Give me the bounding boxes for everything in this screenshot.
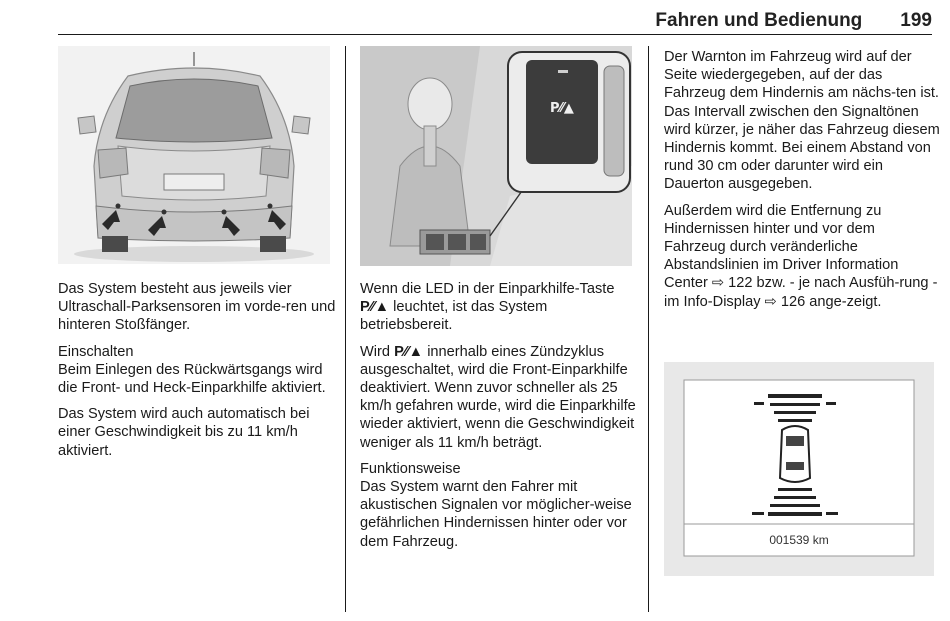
- subheading-einschalten: Einschalten: [58, 343, 134, 360]
- paragraph: Das System wird auch automatisch bei einer Geschwindigkeit bis zu 11 km/h aktiviert.: [58, 406, 310, 459]
- paragraph: Wird P⁄⁄▲ innerhalb eines Zündzyklus ausgeschaltet, wird die Front-Einparkhilfe deaktiviert. Wenn zuvor schneller als 25 km/h gefahren wurde, wird die Einparkhilfe wieder aktiviert, wenn die Geschwindigkeit weniger als 11 km/h beträgt.: [360, 343, 636, 451]
- park-assist-symbol: P⁄⁄▲: [394, 343, 424, 360]
- column-divider: [648, 46, 649, 612]
- parking-distance-display: [664, 362, 934, 576]
- paragraph: Außerdem wird die Entfernung zu Hindernissen hinter und vor dem Fahrzeug durch veränderliche Abstandslinien im Driver Information Center ⇨ 122 bzw. - je nach Ausfüh-rung - im Info-Display ⇨ 126 ange-zeigt.: [664, 202, 938, 310]
- console-button-illustration: [360, 46, 632, 266]
- paragraph: Wenn die LED in der Einparkhilfe-Taste P⁄⁄▲ leuchtet, ist das System betriebsbereit.: [360, 281, 615, 334]
- odometer-readout: 001539 km: [769, 533, 829, 547]
- paragraph: Das System warnt den Fahrer mit akustischen Signalen vor möglicher-weise gefährlichen Hindernissen hinter oder vor dem Fahrzeug.: [360, 479, 632, 550]
- chapter-title: Fahren und Bedienung: [655, 10, 863, 31]
- paragraph: Das System besteht aus jeweils vier Ultraschall-Parksensoren im vorde-ren und hinteren Stoßfänger.: [58, 281, 336, 334]
- paragraph: Beim Einlegen des Rückwärtsgangs wird die Front- und Heck-Einparkhilfe aktiviert.: [58, 361, 326, 397]
- column-divider: [345, 46, 346, 612]
- car-rear-illustration: [58, 46, 330, 264]
- header-rule: [58, 34, 932, 35]
- page-number: 199: [900, 10, 932, 31]
- paragraph: Der Warnton im Fahrzeug wird auf der Seite wiedergegeben, auf der das Fahrzeug dem Hindernis am nächs-ten ist. Das Intervall zwischen den Signaltönen wird kürzer, je näher das Fahrzeug diesem Hindernis kommt. Bei einem Abstand von rund 30 cm oder darunter wird ein Dauerton ausgegeben.: [664, 49, 940, 193]
- column-3-text: [664, 48, 940, 319]
- column-1-text: [58, 280, 338, 468]
- running-header: [58, 6, 932, 32]
- column-2-text: [360, 280, 638, 559]
- svg-text:P⁄⁄▲: P⁄⁄▲: [550, 101, 574, 116]
- park-assist-symbol: P⁄⁄▲: [360, 299, 390, 316]
- subheading-funktionsweise: Funktionsweise: [360, 460, 461, 477]
